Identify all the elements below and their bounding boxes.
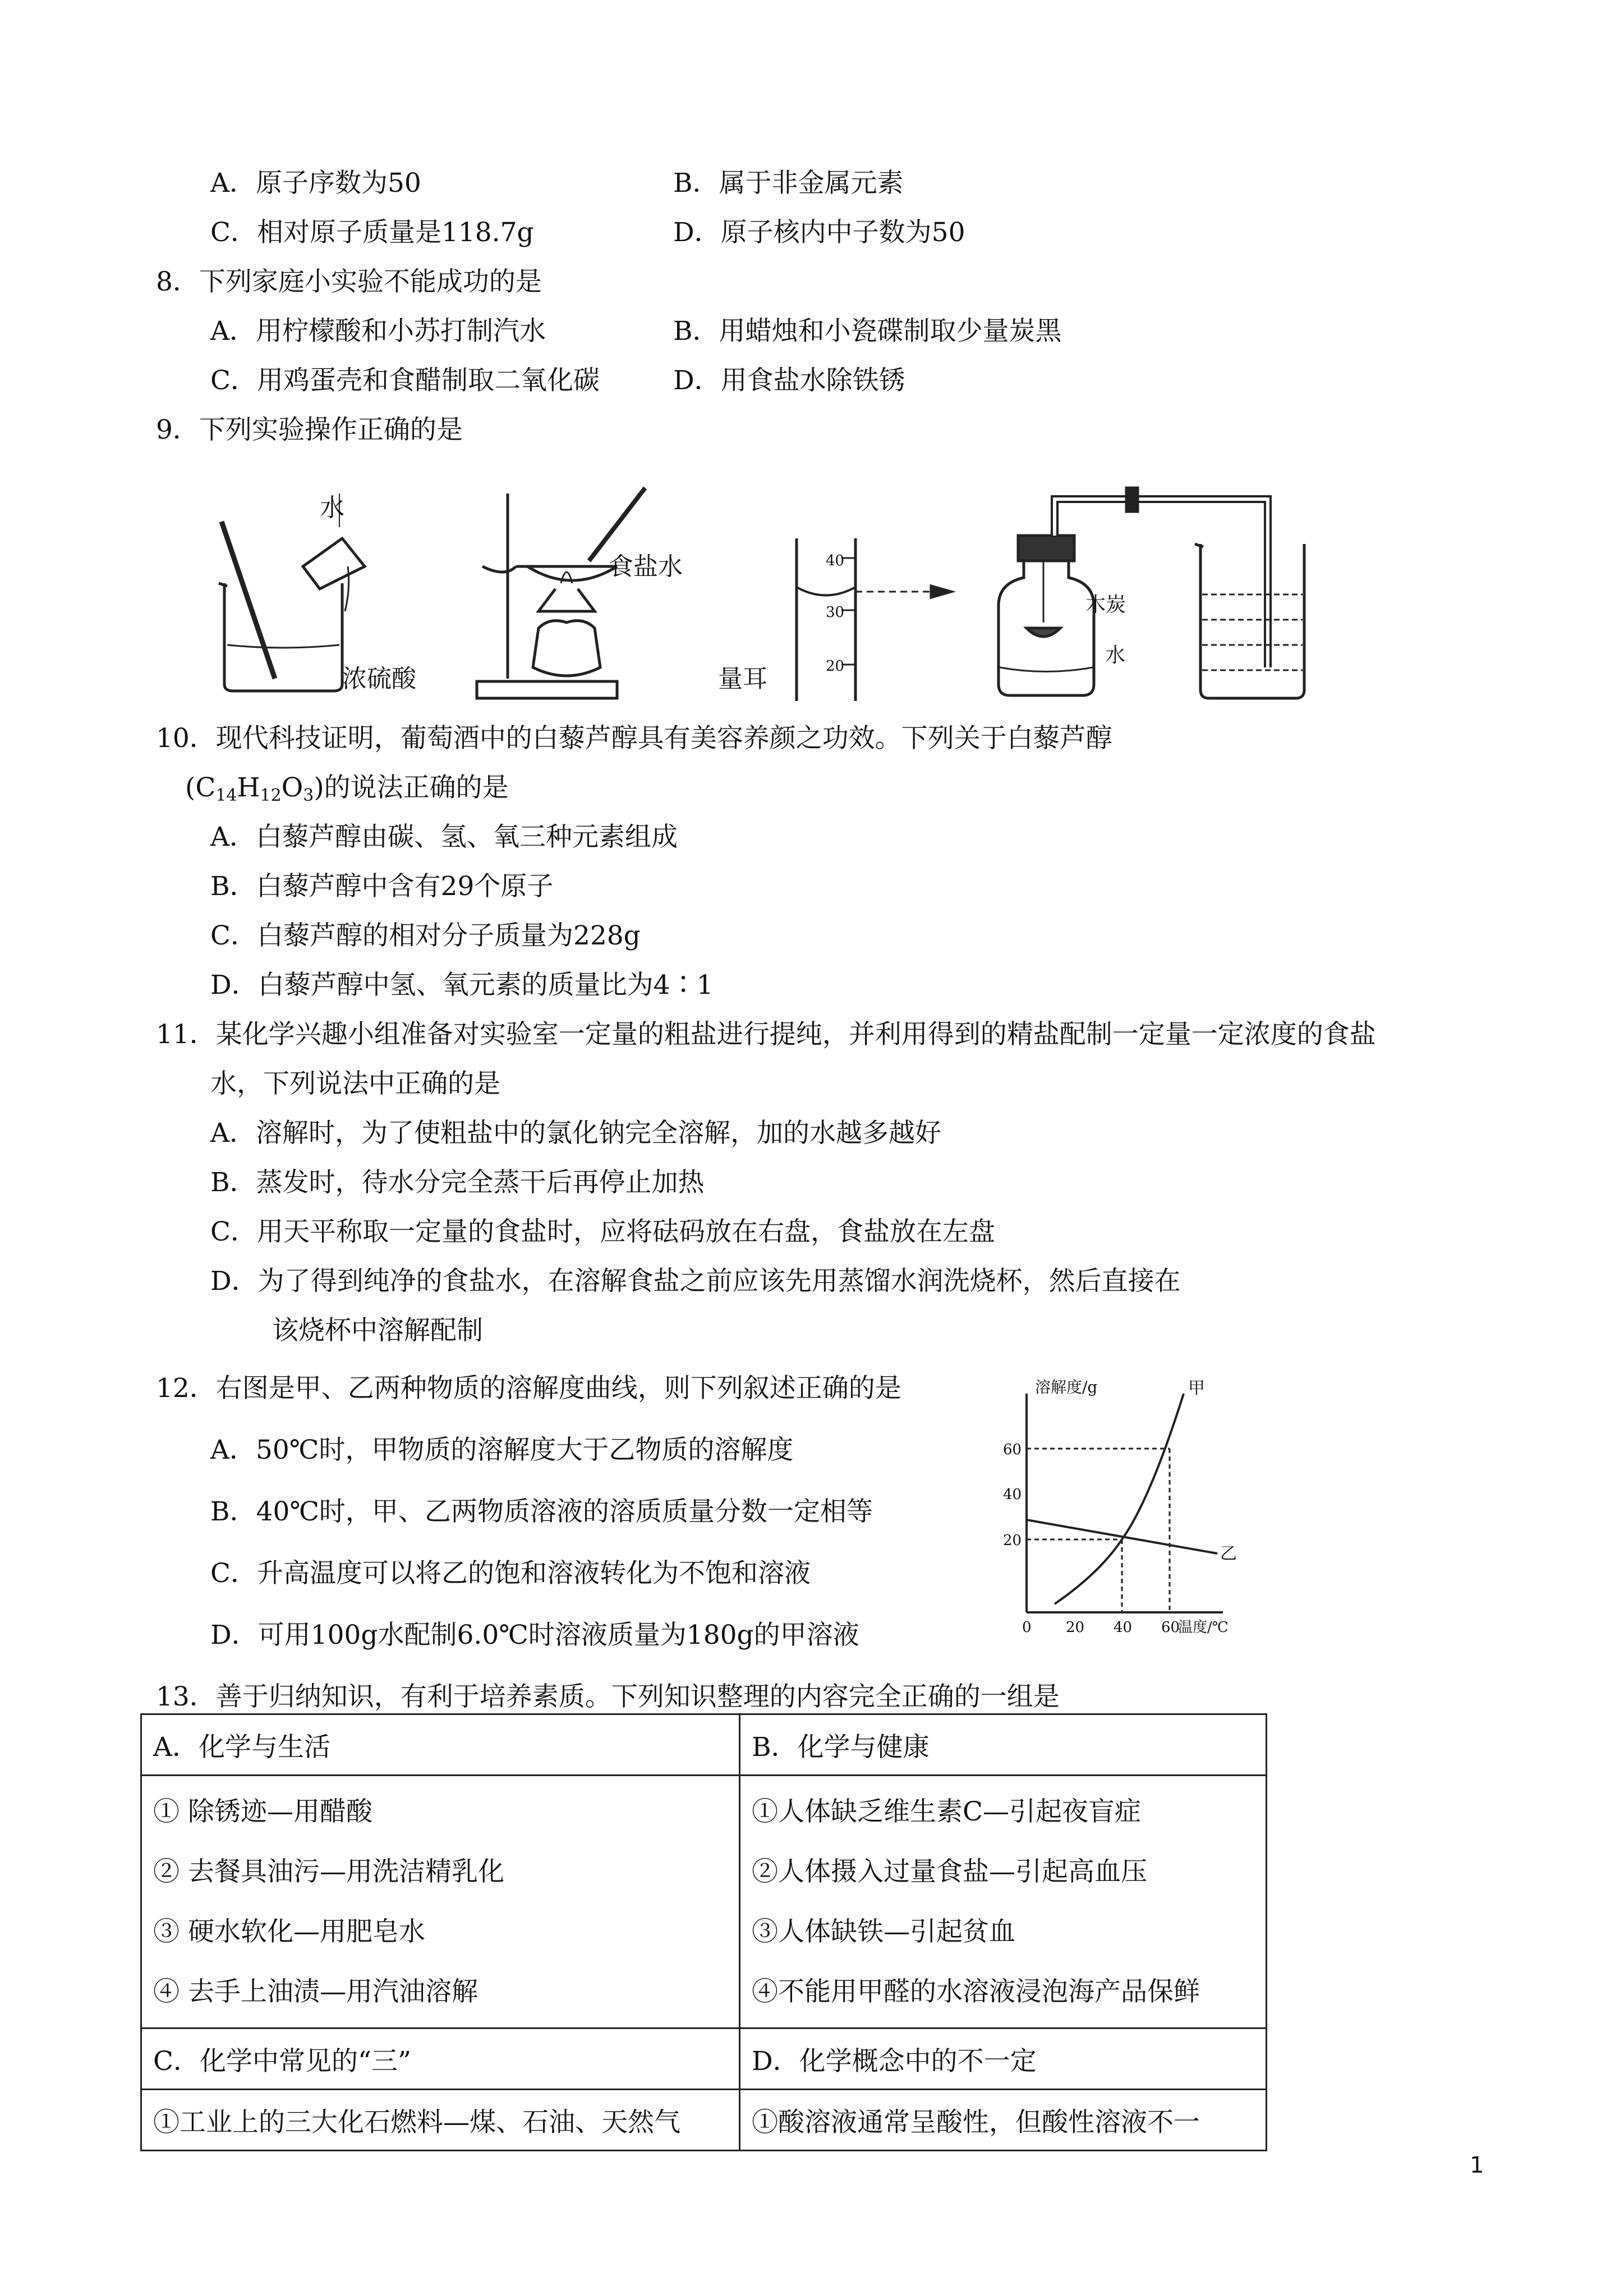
evaporation-setup-figure <box>477 488 645 698</box>
graduated-cylinder-figure <box>797 538 951 701</box>
q10-stem: 10．现代科技证明，葡萄酒中的白藜芦醇具有美容养颜之功效。下列关于白藜芦醇 <box>156 723 1112 754</box>
q10-option-c: C．白藜芦醇的相对分子质量为228g <box>210 920 641 951</box>
table-header-d: D．化学概念中的不一定 <box>740 2028 1267 2090</box>
y-axis-label: 溶解度/g <box>1035 1378 1098 1396</box>
q10-option-a: A．白藜芦醇由碳、氢、氧三种元素组成 <box>210 822 678 852</box>
x-tick-20: 20 <box>1066 1619 1085 1636</box>
cylinder-tick-40: 40 <box>826 552 845 569</box>
table-row <box>141 2028 1267 2090</box>
q7-option-c: C．相对原子质量是118.7g <box>210 217 534 248</box>
dilution-beaker-figure <box>219 494 365 691</box>
y-tick-20: 20 <box>1003 1532 1022 1549</box>
list-item: ④ 去手上油渍—用汽油溶解 <box>153 1976 478 2007</box>
formula-open: (C <box>185 772 216 803</box>
q12-stem: 12．右图是甲、乙两种物质的溶解度曲线，则下列叙述正确的是 <box>156 1373 901 1404</box>
q12-option-d: D．可用100g水配制6.0℃时溶液质量为180g的甲溶液 <box>210 1620 859 1650</box>
solubility-curve-graph <box>987 1377 1257 1646</box>
curve-jia <box>1055 1394 1184 1604</box>
table-row <box>141 2090 1267 2151</box>
cylinder-tick-30: 30 <box>826 604 845 621</box>
charcoal-combustion-figure <box>999 488 1304 698</box>
q12-option-a: A．50℃时，甲物质的溶解度大于乙物质的溶解度 <box>210 1435 794 1465</box>
formula-close: )的说法正确的是 <box>314 772 509 803</box>
x-tick-60: 60 <box>1161 1619 1180 1636</box>
q12-option-c: C．升高温度可以将乙的饱和溶液转化为不饱和溶液 <box>210 1558 811 1589</box>
y-tick-40: 40 <box>1003 1486 1022 1503</box>
table-row <box>141 1776 1267 2028</box>
series-yi-label: 乙 <box>1220 1544 1237 1564</box>
q10-option-b: B．白藜芦醇中含有29个原子 <box>210 871 554 902</box>
y-tick-60: 60 <box>1003 1441 1022 1458</box>
table-header-a: A．化学与生活 <box>141 1714 740 1776</box>
q8-option-a: A．用柠檬酸和小苏打制汽水 <box>210 316 546 347</box>
q11-option-d-line1: D．为了得到纯净的食盐水，在溶解食盐之前应该先用蒸馏水润洗烧杯，然后直接在 <box>210 1266 1181 1297</box>
x-axis-label: 温度/℃ <box>1178 1619 1229 1636</box>
list-item: ② 去餐具油污—用洗洁精乳化 <box>153 1856 504 1887</box>
q13-stem: 13．善于归纳知识，有利于培养素质。下列知识整理的内容完全正确的一组是 <box>156 1681 1060 1712</box>
q8-option-d: D．用食盐水除铁锈 <box>673 365 905 396</box>
q7-option-b: B．属于非金属元素 <box>673 168 904 199</box>
measure-label: 量耳 <box>718 665 767 693</box>
table-cell-d-item1: ①酸溶液通常呈酸性，但酸性溶液不一 <box>740 2090 1267 2151</box>
table-row <box>141 1714 1267 1776</box>
knowledge-table <box>140 1713 1267 2151</box>
list-item: ③人体缺铁—引起贫血 <box>752 1916 1015 1947</box>
series-jia-label: 甲 <box>1188 1378 1205 1398</box>
list-item: ①人体缺乏维生素C—引起夜盲症 <box>752 1796 1141 1827</box>
q7-option-a: A．原子序数为50 <box>210 168 421 199</box>
table-cell-c-item1: ①工业上的三大化石燃料—煤、石油、天然气 <box>141 2090 740 2151</box>
table-header-c: C．化学中常见的“三” <box>141 2028 740 2090</box>
cylinder-tick-20: 20 <box>826 658 845 675</box>
charcoal-label: 木炭 <box>1085 593 1126 616</box>
salt-water-label: 食盐水 <box>609 552 683 581</box>
water-label: 水 <box>320 494 344 522</box>
list-item: ④不能用甲醛的水溶液浸泡海产品保鲜 <box>752 1976 1200 2007</box>
x-tick-0: 0 <box>1022 1619 1032 1636</box>
q7-option-d: D．原子核内中子数为50 <box>673 217 965 248</box>
acid-label: 浓硫酸 <box>342 665 416 693</box>
page-number: 1 <box>1470 2152 1484 2178</box>
q11-stem-line2: 水，下列说法中正确的是 <box>210 1068 500 1099</box>
q10-formula-line <box>185 771 509 813</box>
q9-stem: 9．下列实验操作正确的是 <box>156 414 463 445</box>
q10-option-d: D．白藜芦醇中氢、氧元素的质量比为4∶1 <box>210 970 714 1001</box>
x-tick-40: 40 <box>1114 1619 1133 1636</box>
q8-stem: 8．下列家庭小实验不能成功的是 <box>156 266 542 297</box>
q11-option-b: B．蒸发时，待水分完全蒸干后再停止加热 <box>210 1167 705 1198</box>
formula-hydrogen: H <box>237 772 260 803</box>
q11-option-d-line2: 该烧杯中溶解配制 <box>272 1315 483 1346</box>
table-header-b: B．化学与健康 <box>740 1714 1267 1776</box>
formula-carbon-count: 14 <box>215 786 237 805</box>
q11-option-c: C．用天平称取一定量的食盐时，应将砝码放在右盘，食盐放在左盘 <box>210 1216 995 1247</box>
water-label-2: 水 <box>1105 644 1126 667</box>
formula-oxygen: O <box>281 772 303 803</box>
q9-apparatus-figure <box>202 482 1324 707</box>
list-item: ②人体摄入过量食盐—引起高血压 <box>752 1856 1147 1887</box>
formula-hydrogen-count: 12 <box>260 786 282 805</box>
q11-option-a: A．溶解时，为了使粗盐中的氯化钠完全溶解，加的水越多越好 <box>210 1118 941 1149</box>
q12-option-b: B．40℃时，甲、乙两物质溶液的溶质质量分数一定相等 <box>210 1496 873 1527</box>
q8-option-b: B．用蜡烛和小瓷碟制取少量炭黑 <box>673 316 1062 347</box>
table-cell-b-items <box>740 1776 1267 2028</box>
q8-option-c: C．用鸡蛋壳和食醋制取二氧化碳 <box>210 365 600 396</box>
list-item: ① 除锈迹—用醋酸 <box>153 1796 372 1827</box>
table-cell-a-items <box>141 1776 740 2028</box>
formula-oxygen-count: 3 <box>303 786 314 805</box>
list-item: ③ 硬水软化—用肥皂水 <box>153 1916 425 1947</box>
q11-stem-line1: 11．某化学兴趣小组准备对实验室一定量的粗盐进行提纯，并利用得到的精盐配制一定量一定浓度的食盐 <box>156 1019 1376 1050</box>
